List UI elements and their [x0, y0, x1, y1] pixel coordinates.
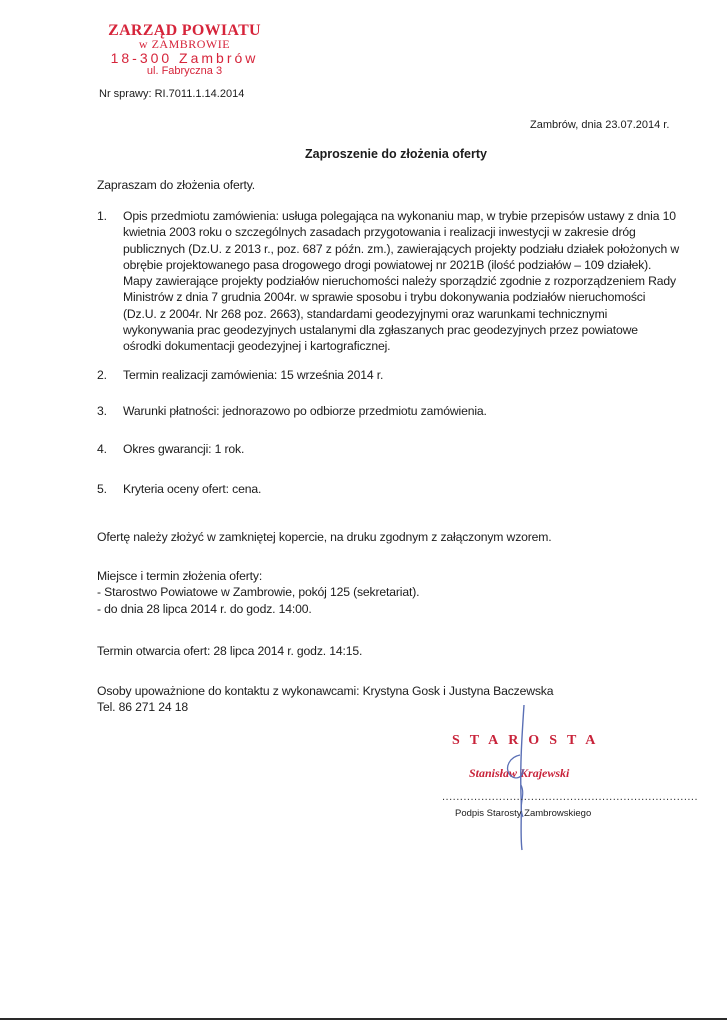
- item-line: (Dz.U. z 2004r. Nr 268 poz. 2663), standardami geodezyjnymi oraz warunkami technicznymi: [123, 306, 608, 321]
- item-line: publicznych (Dz.U. z 2013 r., poz. 687 z późn. zm.), zawierających projekty podziału działek położonych w: [123, 241, 679, 256]
- place-time-line: - Starostwo Powiatowe w Zambrowie, pokój 125 (sekretariat).: [97, 585, 420, 600]
- opening-time: Termin otwarcia ofert: 28 lipca 2014 r. godz. 14:15.: [97, 644, 363, 658]
- stamp-line-3: 18-300 Zambrów: [110, 50, 259, 66]
- list-item: [0, 441, 727, 459]
- stamp-line-1: ZARZĄD POWIATU: [108, 22, 261, 39]
- item-text: Kryteria oceny ofert: cena.: [123, 482, 262, 496]
- place-time-block: [97, 568, 419, 617]
- stamp-line-2: w ZAMBROWIE: [138, 37, 231, 51]
- place-time-line: - do dnia 28 lipca 2014 r. do godz. 14:00.: [97, 601, 312, 616]
- item-text: [123, 208, 685, 355]
- place-date: Zambrów, dnia 23.07.2014 r.: [530, 119, 670, 131]
- item-line: kwietnia 2003 roku o szczególnych zasadach przygotowania i realizacji inwestycji w zakresie dróg: [123, 225, 636, 240]
- item-line: wykonywania prac geodezyjnych ustalanymi dla zgłaszanych prac geodezyjnych przez powiatowe: [123, 323, 638, 338]
- place-time-heading: Miejsce i termin złożenia oferty:: [97, 569, 263, 583]
- contact-phone: Tel. 86 271 24 18: [97, 700, 188, 715]
- header-stamp: [92, 22, 277, 77]
- starosta-name: Stanisław Krajewski: [469, 766, 570, 780]
- item-line: obrębie projektowanego pasa drogowego drogi powiatowej nr 2021B (ilość podziałów – 109 działek).: [123, 257, 652, 272]
- contact-persons: Osoby upoważnione do kontaktu z wykonawcami: Krystyna Gosk i Justyna Baczewska: [97, 684, 554, 698]
- starosta-stamp-text: STAROSTA: [452, 733, 606, 748]
- document-title: Zaproszenie do złożenia oferty: [305, 147, 487, 161]
- item-number: 2.: [97, 368, 107, 382]
- case-number: Nr sprawy: RI.7011.1.14.2014: [99, 88, 245, 100]
- item-text: Termin realizacji zamówienia: 15 września 2014 r.: [123, 368, 384, 382]
- item-number: 4.: [97, 442, 107, 456]
- item-line: Ministrów z dnia 7 grudnia 2004r. w sprawie sposobu i trybu dokonywania podziałów nieruchomości: [123, 290, 646, 305]
- intro-text: Zapraszam do złożenia oferty.: [97, 178, 255, 192]
- stamp-line-4: ul. Fabryczna 3: [146, 65, 223, 77]
- item-number: 5.: [97, 482, 107, 496]
- list-item: [0, 481, 727, 499]
- page-bottom-edge: [0, 1018, 727, 1020]
- item-text: Okres gwarancji: 1 rok.: [123, 442, 245, 456]
- item-text: Warunki płatności: jednorazowo po odbiorze przedmiotu zamówienia.: [123, 404, 487, 418]
- list-item: [0, 208, 727, 358]
- item-line: ośrodki dokumentacji geodezyjnej i kartograficznej.: [123, 339, 391, 354]
- handwritten-signature: [490, 695, 570, 855]
- list-item: [0, 403, 727, 421]
- list-item: [0, 367, 727, 385]
- offer-note: Ofertę należy złożyć w zamkniętej kopercie, na druku zgodnym z załączonym wzorem.: [97, 530, 552, 544]
- signature-caption: Podpis Starosty Zambrowskiego: [455, 808, 592, 819]
- item-line: Opis przedmiotu zamówienia: usługa polegająca na wykonaniu map, w trybie przepisów ustawy z dnia 10: [123, 209, 676, 223]
- item-line: Mapy zawierające projekty podziałów nieruchomości należy sporządzić zgodnie z rozporządzeniem Rady: [123, 274, 676, 289]
- item-number: 1.: [97, 209, 107, 223]
- contact-block: [97, 683, 553, 716]
- signature-line: ........................................................................: [442, 791, 699, 803]
- item-number: 3.: [97, 404, 107, 418]
